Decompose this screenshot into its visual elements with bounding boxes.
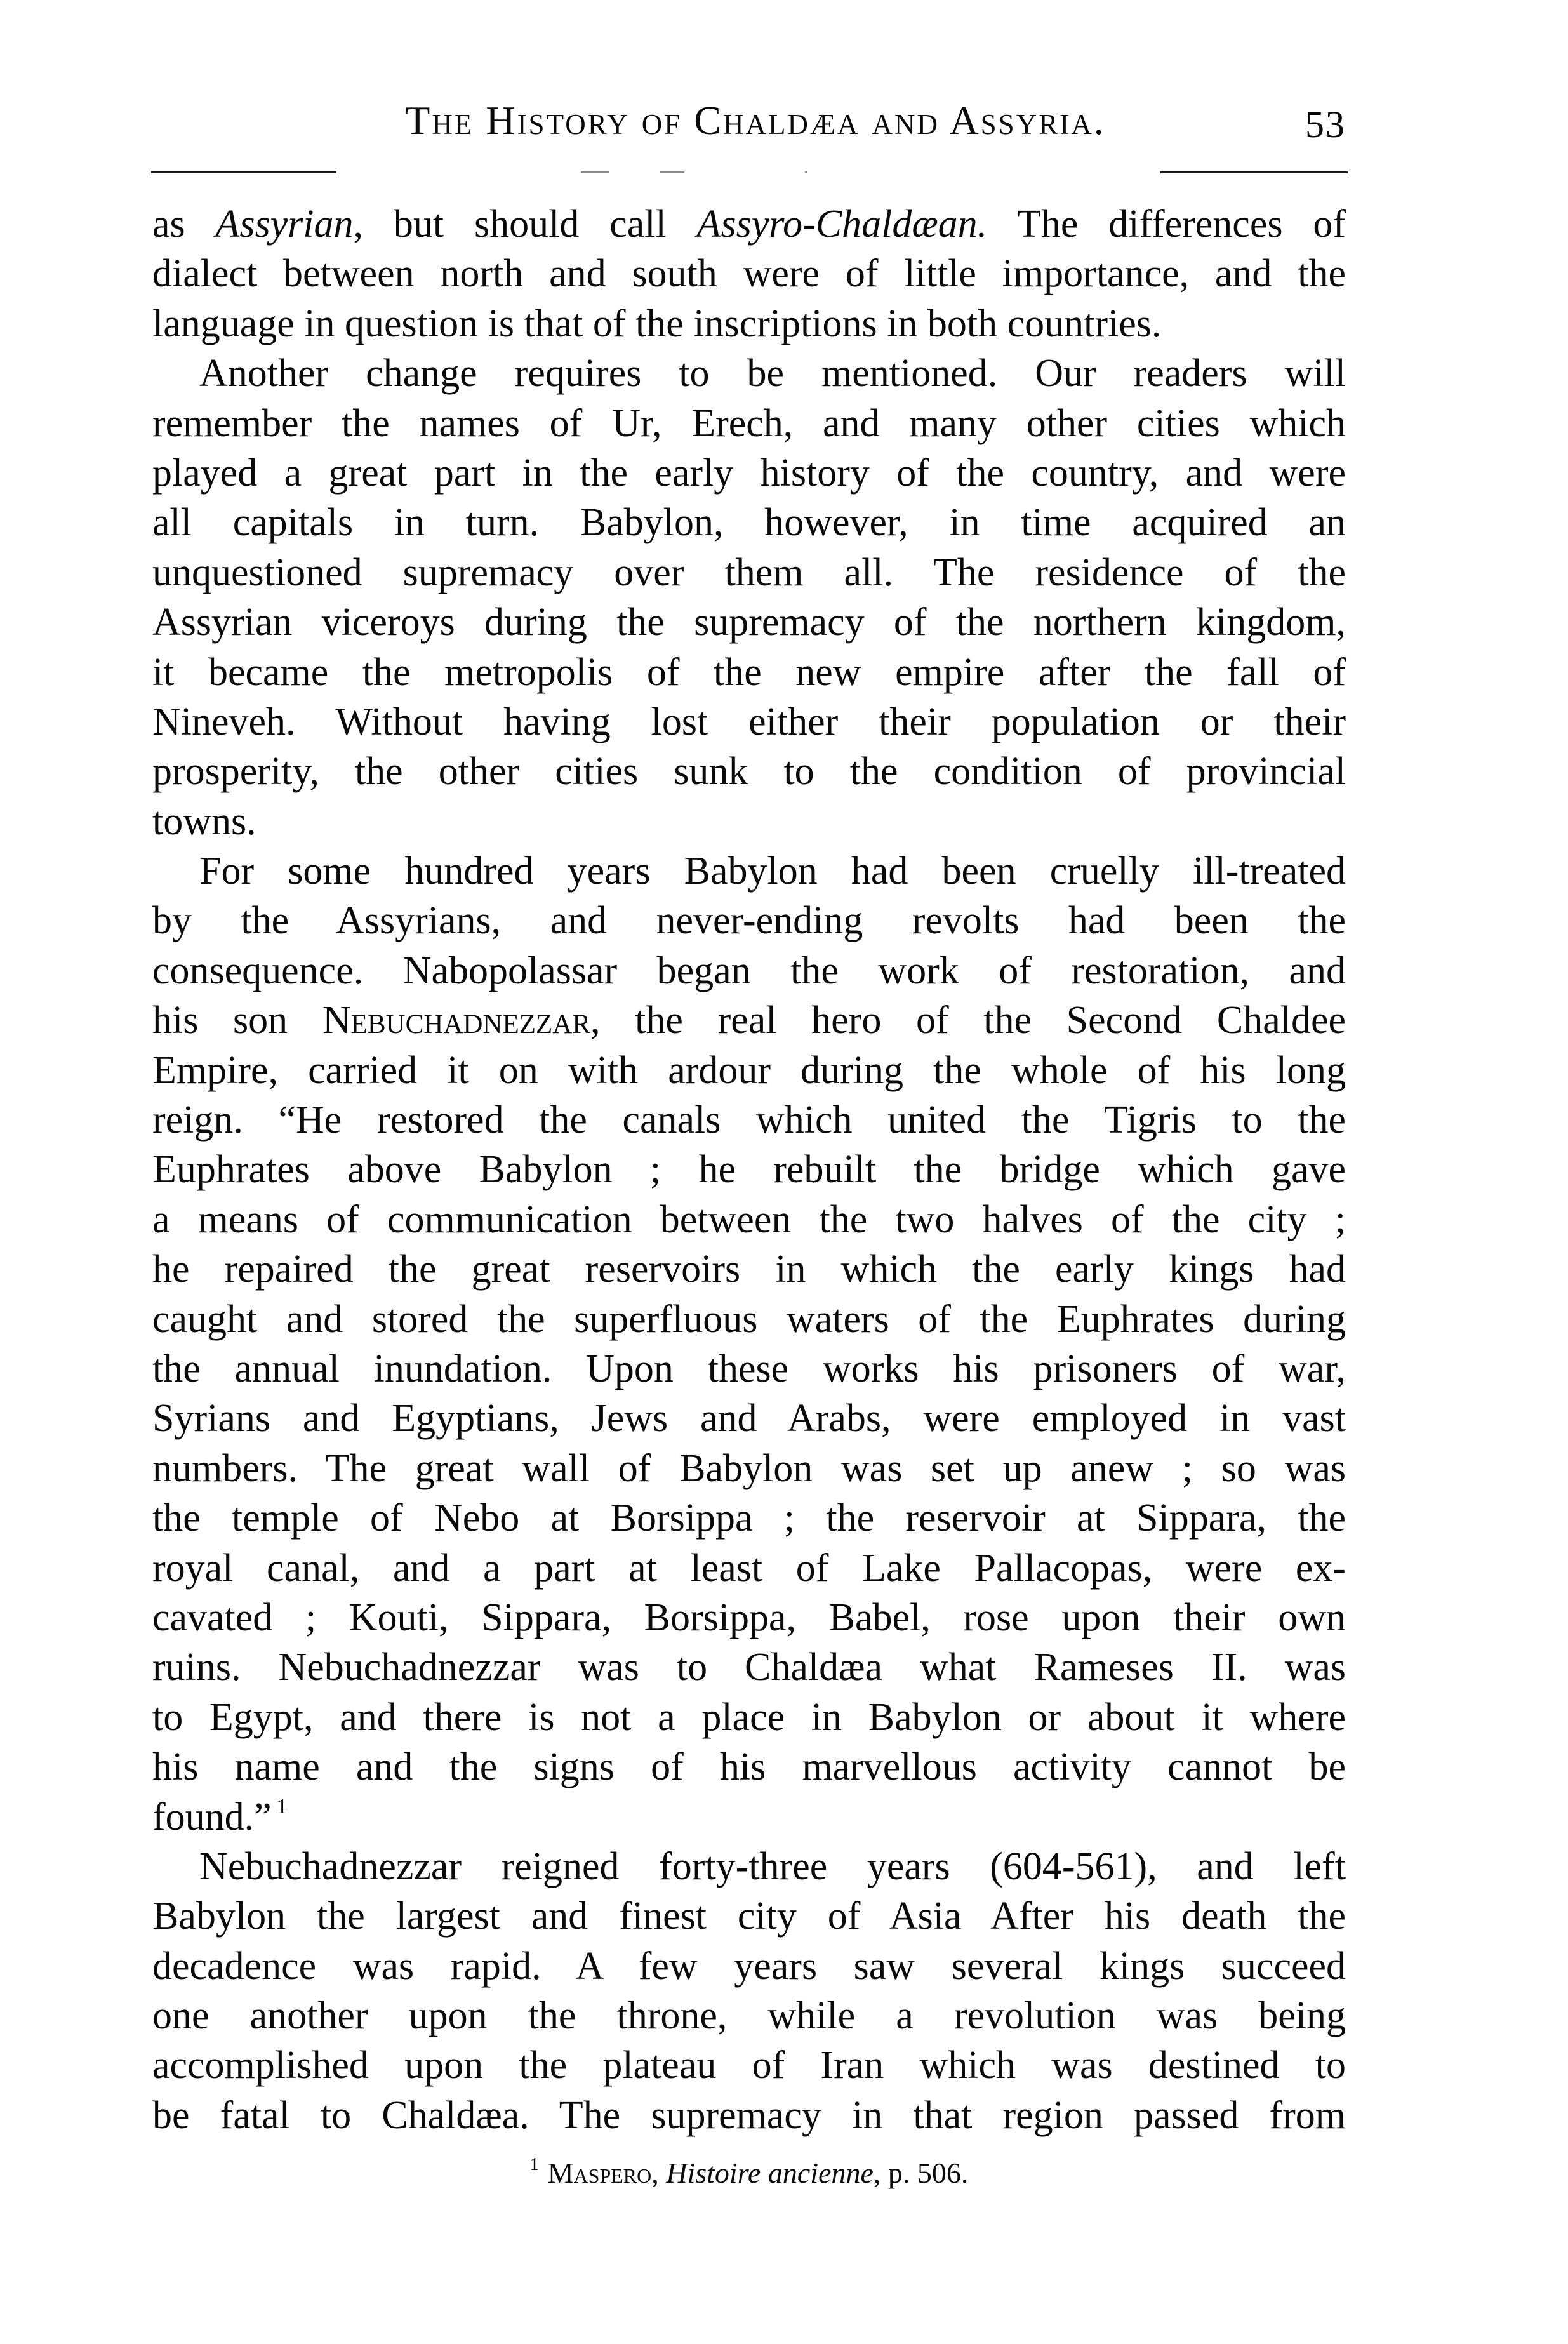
text-line	[152, 1394, 1346, 1443]
text-line	[152, 1891, 1346, 1941]
text-segment: the annual inundation. Upon these works his prisoners of war,	[152, 1347, 1346, 1390]
text-line	[152, 1145, 1346, 1194]
text-line	[152, 498, 1346, 547]
text-line	[152, 846, 1346, 896]
text-segment: his name and the signs of his marvellous activity cannot be	[152, 1745, 1346, 1789]
text-segment: numbers. The great wall of Babylon was set up anew ; so was	[152, 1446, 1346, 1490]
text-segment: Euphrates above Babylon ; he rebuilt the bridge which gave	[152, 1148, 1346, 1192]
text-segment: unquestioned supremacy over them all. The residence of the	[152, 550, 1346, 594]
text-line	[152, 1344, 1346, 1394]
text-segment: be fatal to Chaldæa. The supremacy in that region passed from	[152, 2093, 1346, 2137]
text-segment: ruins. Nebuchadnezzar was to Chaldæa what Rameses II. was	[152, 1646, 1346, 1689]
text-line	[152, 548, 1346, 597]
text-segment: language in question is that of the inscriptions in both countries.	[152, 302, 1162, 345]
footnote-work-title: Histoire ancienne	[666, 2157, 874, 2189]
running-head-title: The History of Chaldæa and Assyria.	[405, 98, 1106, 143]
text-segment: accomplished upon the plateau of Iran which was destined to	[152, 2044, 1346, 2088]
text-segment: Another change requires to be mentioned. Our readers will	[199, 352, 1346, 396]
text-segment: Empire, carried it on with ardour during the whole of his long	[152, 1048, 1346, 1092]
italic-term: Assyro-Chaldæan.	[696, 203, 988, 246]
text-line	[152, 797, 1346, 846]
header-rule-left	[151, 171, 336, 173]
footnote-marker: 1	[529, 2155, 539, 2174]
text-line	[152, 1244, 1346, 1294]
text-segment: For some hundred years Babylon had been cruelly ill-treated	[199, 849, 1346, 893]
text-line	[152, 399, 1346, 448]
text-segment: all capitals in turn. Babylon, however, in time acquired an	[152, 501, 1346, 545]
footnote-author: Maspero	[547, 2157, 652, 2189]
header-rule-fragment	[581, 171, 609, 173]
footnote-reference: 1	[276, 1794, 288, 1818]
text-segment: Nineveh. Without having lost either their population or their	[152, 700, 1346, 743]
text-segment: by the Assyrians, and never-ending revolts had been the	[152, 899, 1346, 943]
text-segment: towns.	[152, 799, 256, 843]
text-line	[152, 1742, 1346, 1792]
text-line	[152, 697, 1346, 747]
header-rule-fragment	[660, 171, 684, 173]
text-segment: Babylon the largest and finest city of Asia After his death the	[152, 1895, 1346, 1938]
text-line	[152, 1642, 1346, 1692]
running-head	[152, 95, 1346, 146]
text-segment: one another upon the throne, while a revolution was being	[152, 1994, 1346, 2038]
text-segment: it became the metropolis of the new empire after the fall of	[152, 650, 1346, 694]
text-line	[152, 2041, 1346, 2090]
text-line	[152, 1792, 1346, 1842]
text-line	[152, 2091, 1346, 2140]
text-segment: Syrians and Egyptians, Jews and Arabs, were employed in vast	[152, 1397, 1346, 1441]
text-line	[152, 1046, 1346, 1095]
text-line	[152, 299, 1346, 349]
text-line	[152, 1991, 1346, 2041]
text-segment: remember the names of Ur, Erech, and many other cities which	[152, 401, 1346, 445]
text-segment: played a great part in the early history of the country, and were	[152, 451, 1346, 495]
text-segment: the temple of Nebo at Borsippa ; the reservoir at Sippara, the	[152, 1496, 1346, 1540]
text-segment: prosperity, the other cities sunk to the condition of provincial	[152, 750, 1346, 794]
italic-term: Assyrian	[215, 203, 354, 246]
text-line	[152, 1941, 1346, 1991]
text-line	[152, 199, 1346, 249]
text-line	[152, 896, 1346, 945]
text-line	[152, 249, 1346, 298]
text-segment: decadence was rapid. A few years saw several kings succeed	[152, 1944, 1346, 1988]
text-line	[152, 1444, 1346, 1493]
text-segment: cavated ; Kouti, Sippara, Borsippa, Babel, rose upon their own	[152, 1595, 1346, 1639]
text-segment: Nebuchadnezzar reigned forty-three years (604-561), and left	[199, 1844, 1346, 1888]
text-line	[152, 1543, 1346, 1593]
footnote	[152, 2145, 1346, 2194]
text-line	[152, 597, 1346, 647]
header-rule-right	[1160, 171, 1348, 173]
text-segment: found.”	[152, 1795, 272, 1839]
text-line	[152, 1842, 1346, 1891]
text-line	[152, 1693, 1346, 1742]
header-rule-fragment	[805, 171, 807, 173]
footnote-locator: , p. 506.	[873, 2157, 969, 2189]
text-line	[152, 747, 1346, 796]
footnote-separator: ,	[651, 2157, 667, 2189]
text-segment: dialect between north and south were of little importance, and the	[152, 252, 1346, 296]
text-line	[152, 996, 1346, 1045]
text-line	[152, 1295, 1346, 1344]
text-line	[152, 1493, 1346, 1543]
text-line	[152, 349, 1346, 398]
body-text	[152, 199, 1346, 2140]
text-segment: reign. “He restored the canals which united the Tigris to the	[152, 1098, 1346, 1142]
text-segment: The differences of	[987, 203, 1346, 246]
text-segment: caught and stored the superfluous waters of the Euphrates during	[152, 1297, 1346, 1341]
text-segment: , the real hero of the Second Chaldee	[590, 999, 1346, 1042]
text-segment: a means of communication between the two halves of the city ;	[152, 1197, 1346, 1241]
text-line	[152, 1593, 1346, 1642]
text-segment: Assyrian viceroys during the supremacy of the northern kingdom,	[152, 601, 1346, 644]
text-segment: royal canal, and a part at least of Lake Pallacopas, were ex-	[152, 1546, 1346, 1590]
small-caps-name: Nebuchadnezzar	[322, 999, 591, 1042]
text-segment: as	[152, 203, 216, 246]
page-number: 53	[1305, 103, 1346, 145]
text-segment: consequence. Nabopolassar began the work of restoration, and	[152, 949, 1346, 992]
text-line	[152, 946, 1346, 996]
text-line	[152, 1195, 1346, 1244]
text-line	[152, 648, 1346, 697]
text-segment: , but should call	[353, 203, 697, 246]
text-segment: his son	[152, 999, 322, 1042]
text-segment: he repaired the great reservoirs in which the early kings had	[152, 1248, 1346, 1291]
text-segment: to Egypt, and there is not a place in Babylon or about it where	[152, 1695, 1346, 1739]
text-line	[152, 448, 1346, 498]
text-line	[152, 1095, 1346, 1145]
